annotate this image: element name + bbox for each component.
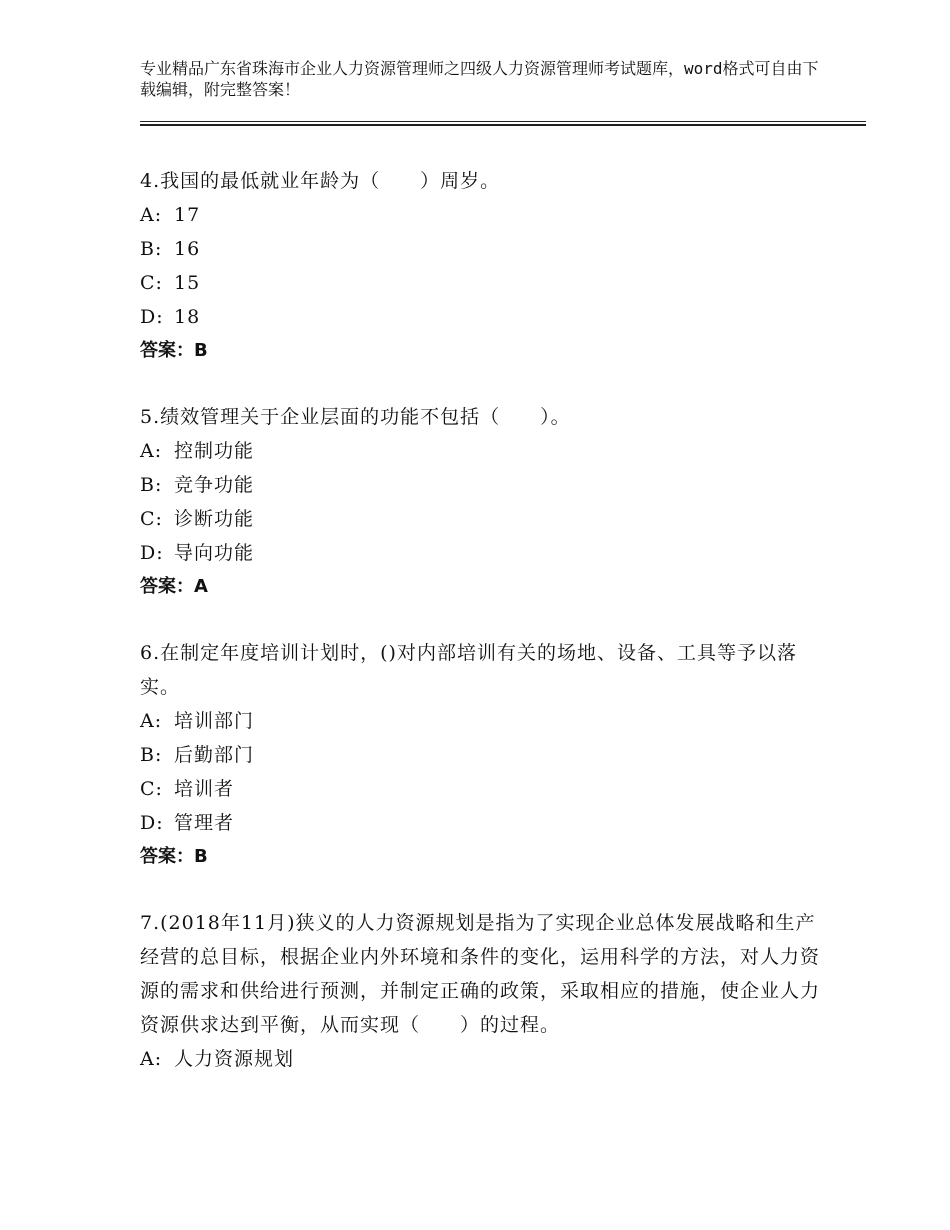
answer-label: 答案：B — [140, 846, 208, 867]
option-a — [140, 704, 820, 738]
option-c — [140, 266, 820, 300]
option-d — [140, 806, 820, 840]
option-d — [140, 300, 820, 334]
option-key: A: — [140, 440, 163, 462]
option-text: 15 — [174, 272, 201, 294]
option-key: B: — [140, 744, 163, 766]
option-text: 人力资源规划 — [174, 1048, 295, 1070]
option-text: 17 — [174, 204, 201, 226]
question-5 — [140, 400, 820, 604]
option-text: 16 — [174, 238, 201, 260]
option-key: D: — [140, 306, 164, 328]
option-text: 竞争功能 — [174, 474, 255, 496]
option-d — [140, 536, 820, 570]
option-c — [140, 772, 820, 806]
option-a — [140, 1042, 820, 1076]
question-7 — [140, 906, 820, 1076]
answer-label: 答案：B — [140, 340, 208, 361]
option-c — [140, 502, 820, 536]
option-key: D: — [140, 812, 164, 834]
header-rule-thin — [140, 121, 866, 122]
option-key: A: — [140, 1048, 163, 1070]
answer-label: 答案：A — [140, 576, 208, 597]
option-key: B: — [140, 474, 163, 496]
question-stem: 4.我国的最低就业年龄为（ ）周岁。 — [140, 170, 501, 192]
option-text: 导向功能 — [174, 542, 255, 564]
option-b — [140, 738, 820, 772]
question-6 — [140, 636, 820, 874]
option-key: C: — [140, 508, 163, 530]
question-stem: 5.绩效管理关于企业层面的功能不包括（ ）。 — [140, 406, 571, 428]
question-4 — [140, 164, 820, 368]
option-text: 18 — [174, 306, 201, 328]
option-key: C: — [140, 778, 163, 800]
option-a — [140, 198, 820, 232]
option-text: 管理者 — [174, 812, 235, 834]
option-b — [140, 468, 820, 502]
question-stem: 6.在制定年度培训计划时，()对内部培训有关的场地、设备、工具等予以落实。 — [140, 642, 797, 698]
option-text: 培训部门 — [174, 710, 255, 732]
option-text: 培训者 — [174, 778, 235, 800]
header-rule-thick — [140, 124, 866, 126]
option-key: D: — [140, 542, 164, 564]
option-key: B: — [140, 238, 163, 260]
option-text: 诊断功能 — [174, 508, 255, 530]
option-b — [140, 232, 820, 266]
option-key: A: — [140, 710, 163, 732]
option-key: C: — [140, 272, 163, 294]
header-title: 专业精品广东省珠海市企业人力资源管理师之四级人力资源管理师考试题库，word格式可自由下载编辑，附完整答案！ — [140, 59, 819, 99]
option-text: 后勤部门 — [174, 744, 255, 766]
option-a — [140, 434, 820, 468]
document-header — [140, 58, 830, 100]
question-list — [140, 164, 820, 1108]
option-text: 控制功能 — [174, 440, 255, 462]
question-stem: 7.(2018年11月)狭义的人力资源规划是指为了实现企业总体发展战略和生产经营的总目标，根据企业内外环境和条件的变化，运用科学的方法，对人力资源的需求和供给进行预测，并制定正确的政策，采取相应的措施，使企业人力资源供求达到平衡，从而实现（ ）的过程。 — [140, 912, 821, 1036]
option-key: A: — [140, 204, 163, 226]
